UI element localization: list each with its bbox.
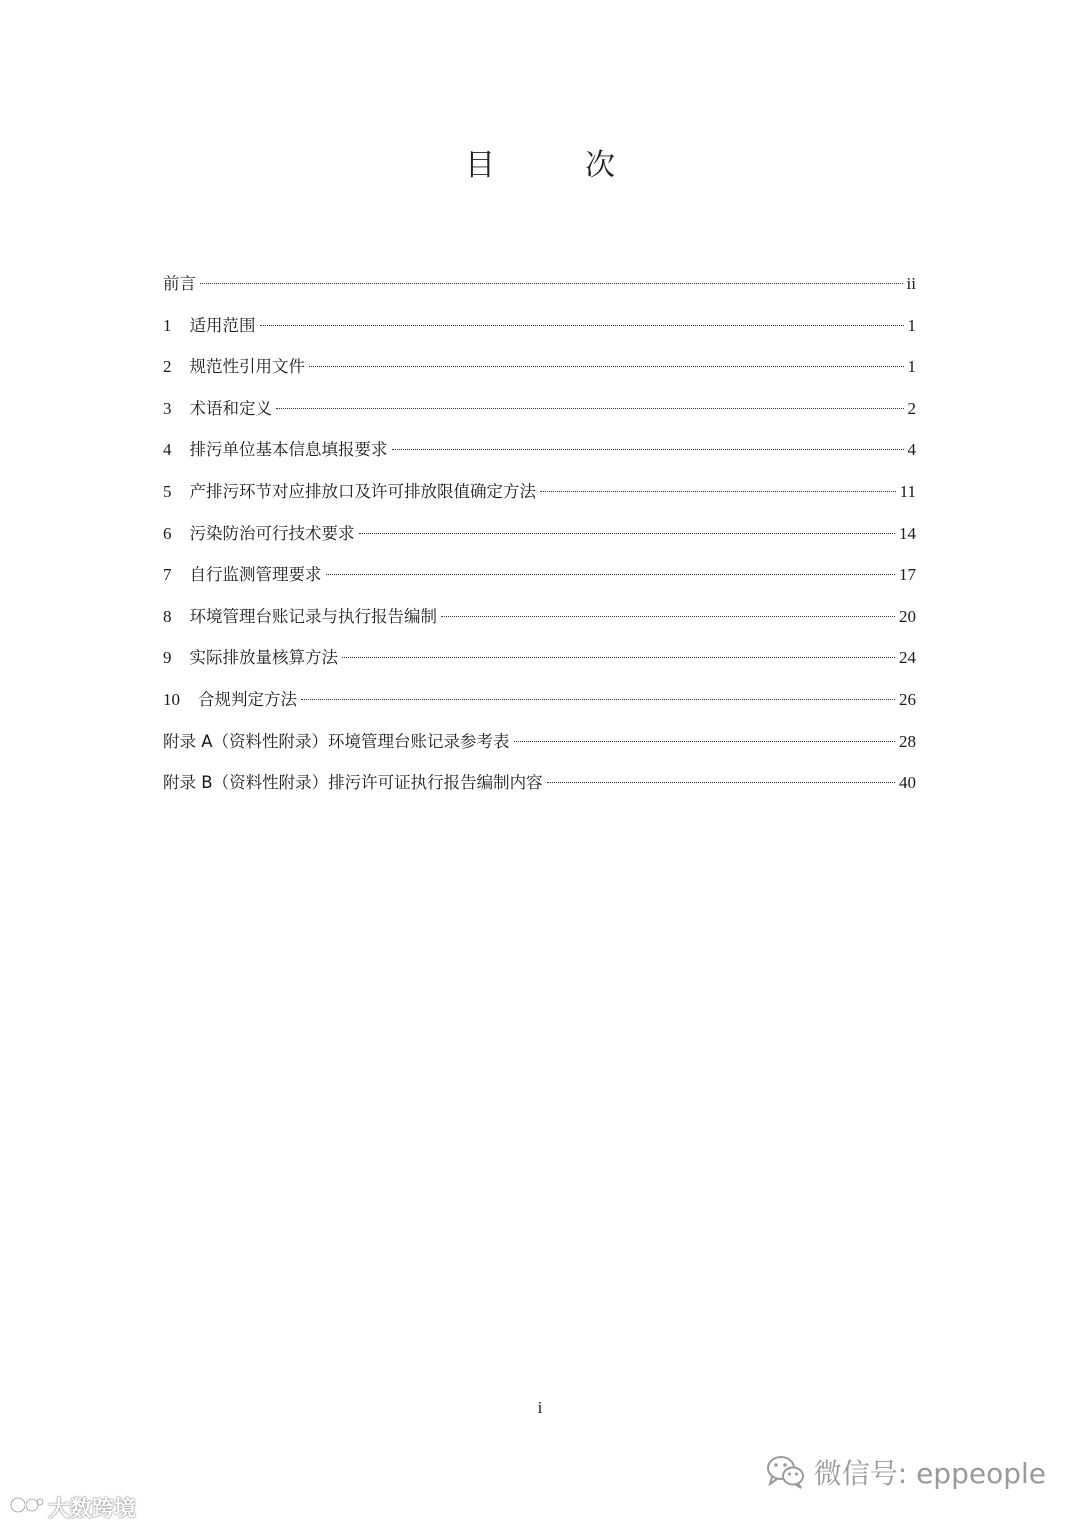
- toc-entry-title: 污染防治可行技术要求: [189, 523, 355, 543]
- page-title: 目 次: [465, 148, 645, 183]
- toc-entry-page: 1: [907, 357, 916, 377]
- logo-icon: [10, 1494, 44, 1522]
- toc-entry-title: 术语和定义: [189, 398, 272, 418]
- toc-entry-number: 3: [163, 398, 172, 418]
- toc-entry-title: 规范性引用文件: [189, 357, 305, 377]
- toc-leader-dots: [200, 283, 903, 284]
- toc-leader-dots: [309, 366, 904, 367]
- toc-leader-dots: [301, 699, 895, 700]
- toc-entry-page: 4: [907, 440, 916, 460]
- toc-entry-6[interactable]: [163, 513, 916, 555]
- toc-entry-appendix-a[interactable]: [163, 721, 916, 763]
- toc-leader-dots: [359, 533, 896, 534]
- toc-leader-dots: [540, 491, 896, 492]
- toc-entry-number: 9: [163, 648, 172, 668]
- toc-entry-1[interactable]: [163, 305, 916, 347]
- toc-entry-3[interactable]: [163, 388, 916, 430]
- table-of-contents: [163, 263, 916, 804]
- watermark-right: [766, 1452, 1046, 1492]
- toc-leader-dots: [260, 325, 904, 326]
- toc-entry-8[interactable]: [163, 596, 916, 638]
- toc-entry-title: 自行监测管理要求: [189, 565, 322, 585]
- toc-leader-dots: [392, 449, 904, 450]
- toc-entry-number: 1: [163, 315, 172, 335]
- toc-entry-title: 合规判定方法: [198, 689, 297, 709]
- toc-entry-title: 适用范围: [189, 315, 256, 335]
- toc-entry-page: 11: [899, 481, 916, 501]
- toc-entry-9[interactable]: [163, 637, 916, 679]
- toc-entry-appendix-b[interactable]: [163, 762, 916, 804]
- toc-entry-number: 5: [163, 481, 172, 501]
- toc-entry-page: 2: [907, 398, 916, 418]
- toc-leader-dots: [514, 741, 895, 742]
- toc-entry-page: 1: [907, 315, 916, 335]
- toc-entry-5[interactable]: [163, 471, 916, 513]
- toc-leader-dots: [441, 616, 895, 617]
- toc-entry-10[interactable]: [163, 679, 916, 721]
- toc-entry-title: 前言: [163, 274, 196, 293]
- toc-entry-number: 4: [163, 440, 172, 460]
- toc-leader-dots: [326, 574, 896, 575]
- toc-entry-page: 40: [899, 773, 916, 793]
- toc-entry-number: 10: [163, 689, 180, 709]
- watermark-left-text: 大数跨境: [48, 1497, 137, 1522]
- watermark-right-text: 微信号: eppeople: [813, 1457, 1046, 1490]
- toc-entry-number: 2: [163, 357, 172, 377]
- toc-entry-page: 14: [899, 523, 916, 543]
- toc-entry-page: 20: [899, 606, 916, 626]
- toc-entry-4[interactable]: [163, 429, 916, 471]
- wechat-icon: [766, 1454, 806, 1490]
- toc-entry-title: 排污单位基本信息填报要求: [189, 440, 388, 460]
- toc-entry-title: 环境管理台账记录与执行报告编制: [189, 606, 437, 626]
- toc-entry-title: 实际排放量核算方法: [189, 648, 338, 668]
- toc-entry-page: 17: [899, 565, 916, 585]
- toc-entry-page: 26: [899, 689, 916, 709]
- toc-entry-7[interactable]: [163, 554, 916, 596]
- toc-leader-dots: [547, 782, 895, 783]
- toc-entry-number: 7: [163, 565, 172, 585]
- toc-entry-page: 28: [899, 731, 916, 751]
- toc-leader-dots: [342, 657, 895, 658]
- toc-entry-preface[interactable]: [163, 263, 916, 305]
- toc-entry-number: 8: [163, 606, 172, 626]
- toc-entry-title: 附录 B（资料性附录）排污许可证执行报告编制内容: [163, 773, 543, 793]
- toc-entry-page: 24: [899, 648, 916, 668]
- page-number: i: [537, 1398, 543, 1417]
- toc-leader-dots: [276, 408, 904, 409]
- toc-entry-page: ii: [906, 274, 916, 293]
- toc-entry-title: 产排污环节对应排放口及许可排放限值确定方法: [189, 481, 536, 501]
- toc-entry-number: 6: [163, 523, 172, 543]
- toc-entry-title: 附录 A（资料性附录）环境管理台账记录参考表: [163, 731, 510, 751]
- toc-entry-2[interactable]: [163, 346, 916, 388]
- watermark-left: [10, 1492, 136, 1523]
